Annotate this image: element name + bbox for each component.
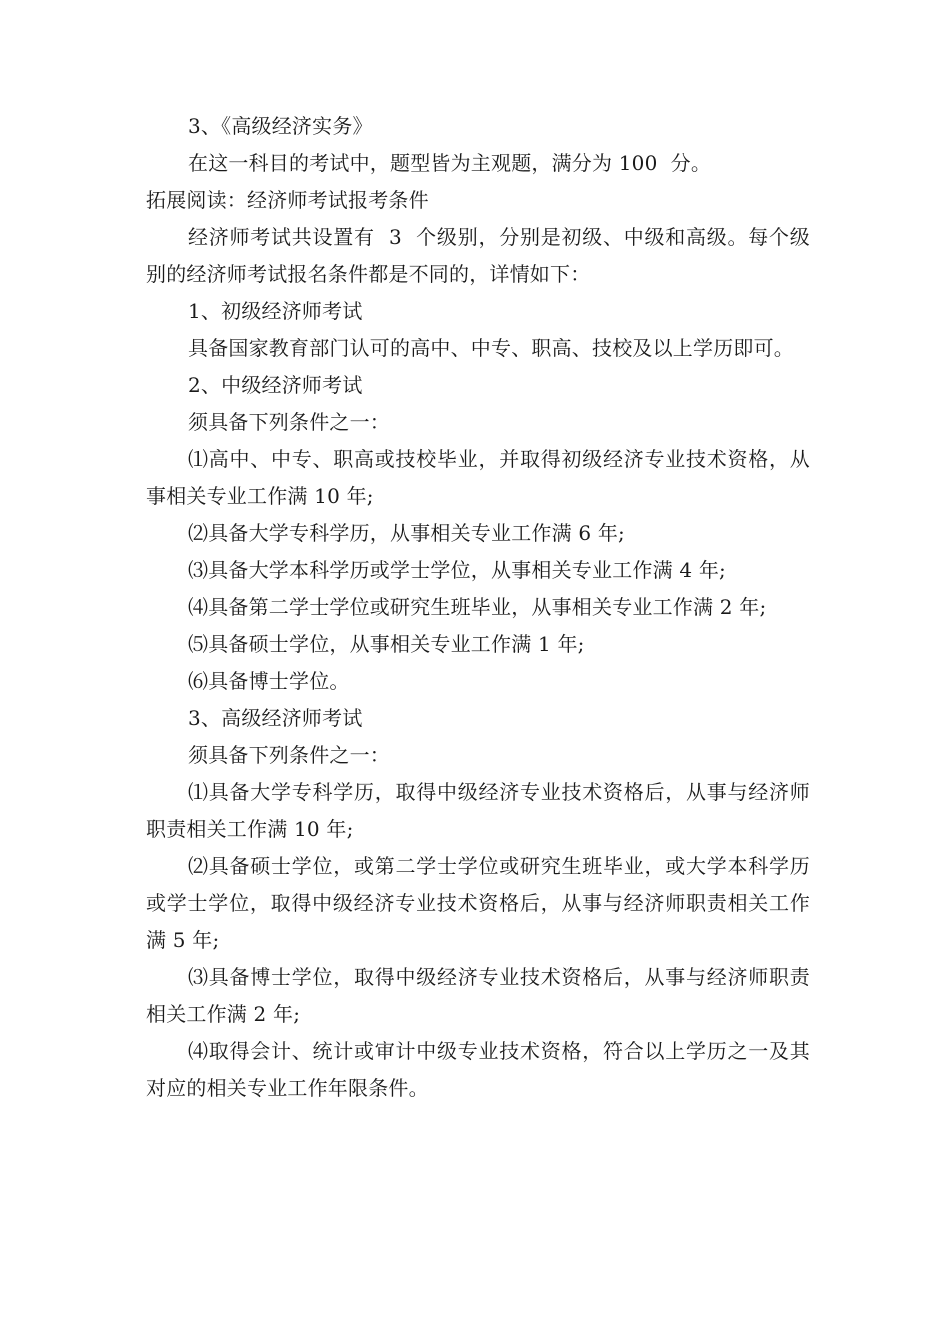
paragraph-junior-requirement: 具备国家教育部门认可的高中、中专、职高、技校及以上学历即可。 xyxy=(188,336,794,360)
document-body xyxy=(146,108,810,1107)
paragraph-exam-format: 在这一科目的考试中，题型皆为主观题，满分为 100 分。 xyxy=(188,151,712,175)
list-item-senior-4: ⑷取得会计、统计或审计中级专业技术资格，符合以上学历之一及其对应的相关专业工作年限条件。 xyxy=(146,1039,810,1100)
section-heading-intermediate: 2、中级经济师考试 xyxy=(188,373,363,397)
paragraph-senior-intro: 须具备下列条件之一： xyxy=(188,743,390,767)
list-item-intermediate-6: ⑹具备博士学位。 xyxy=(188,669,350,693)
paragraph-intermediate-intro: 须具备下列条件之一： xyxy=(188,410,390,434)
list-item-senior-1: ⑴具备大学专科学历，取得中级经济专业技术资格后，从事与经济师职责相关工作满 10 年; xyxy=(146,780,810,841)
section-heading-advanced-practice: 3、《高级经济实务》 xyxy=(188,114,373,138)
list-item-intermediate-1: ⑴高中、中专、职高或技校毕业，并取得初级经济专业技术资格，从事相关专业工作满 10 年; xyxy=(146,447,810,508)
list-item-intermediate-3: ⑶具备大学本科学历或学士学位，从事相关专业工作满 4 年; xyxy=(188,558,726,582)
section-heading-junior: 1、初级经济师考试 xyxy=(188,299,363,323)
extended-reading-heading: 拓展阅读：经济师考试报考条件 xyxy=(146,188,429,212)
list-item-intermediate-2: ⑵具备大学专科学历，从事相关专业工作满 6 年; xyxy=(188,521,625,545)
list-item-intermediate-4: ⑷具备第二学士学位或研究生班毕业，从事相关专业工作满 2 年; xyxy=(188,595,767,619)
list-item-senior-3: ⑶具备博士学位，取得中级经济专业技术资格后，从事与经济师职责相关工作满 2 年; xyxy=(146,965,810,1026)
list-item-intermediate-5: ⑸具备硕士学位，从事相关专业工作满 1 年; xyxy=(188,632,585,656)
list-item-senior-2: ⑵具备硕士学位，或第二学士学位或研究生班毕业，或大学本科学历或学士学位，取得中级经济专业技术资格后，从事与经济师职责相关工作满 5 年; xyxy=(146,854,810,952)
section-heading-senior: 3、高级经济师考试 xyxy=(188,706,363,730)
paragraph-levels-intro: 经济师考试共设置有 3 个级别，分别是初级、中级和高级。每个级别的经济师考试报名条件都是不同的，详情如下： xyxy=(146,225,810,286)
